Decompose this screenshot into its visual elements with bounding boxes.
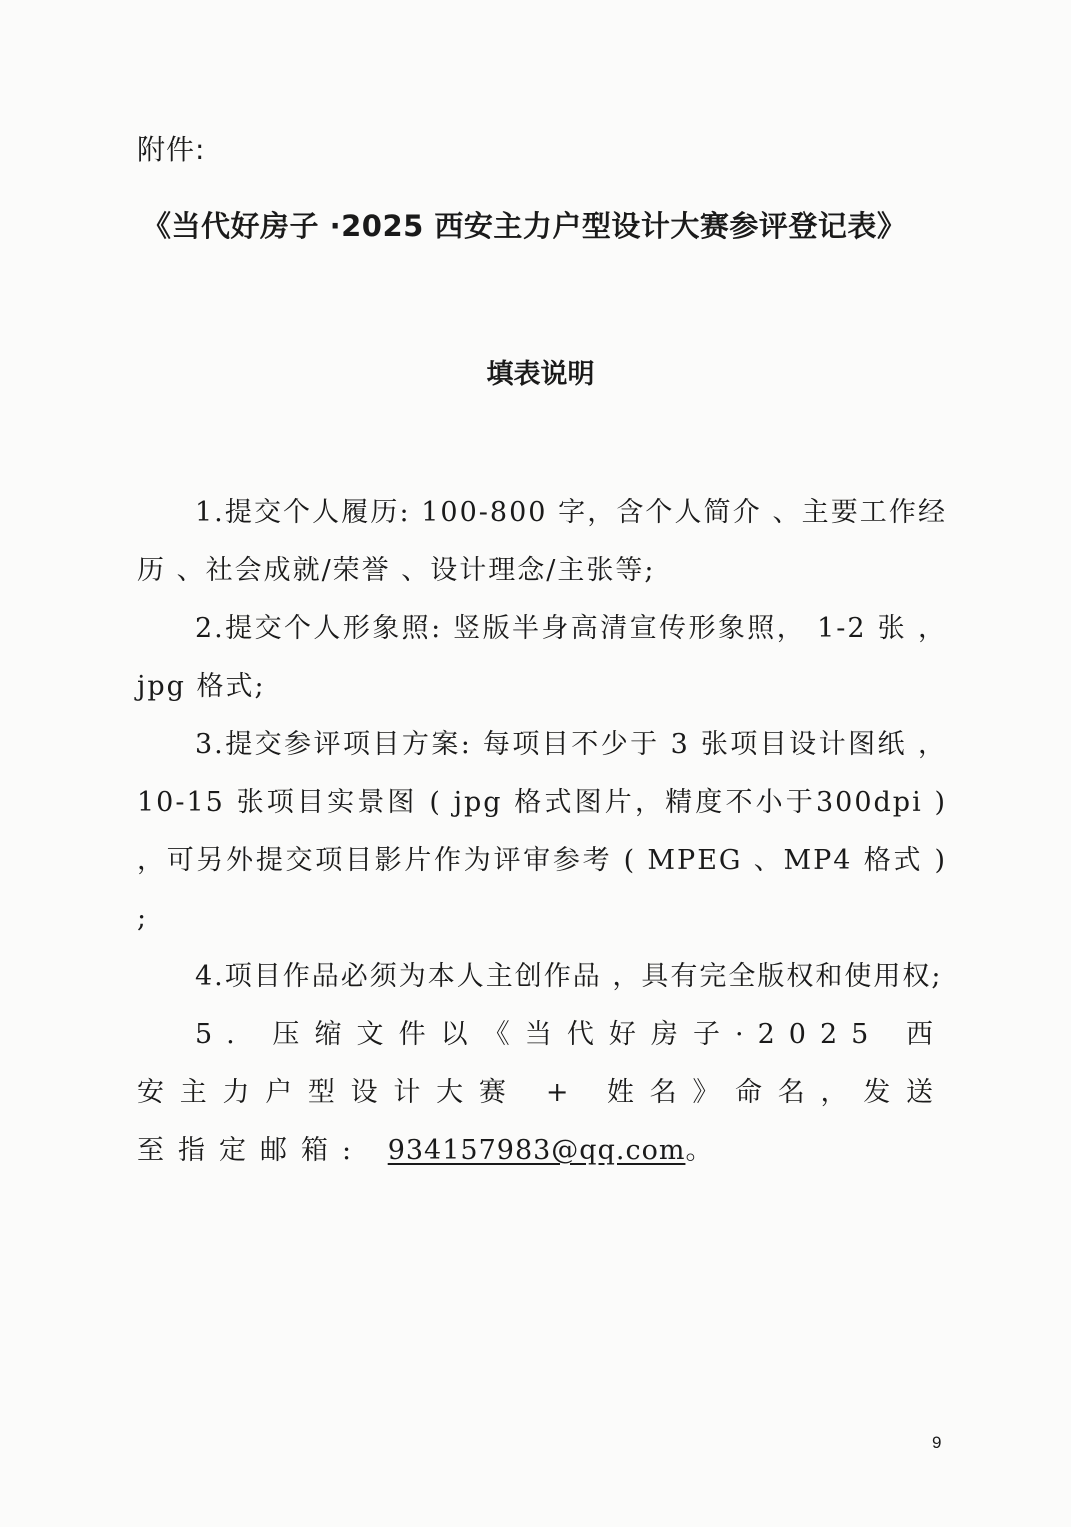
page-number: 9 <box>932 1433 942 1452</box>
instruction-item-5-text: 5. 压缩文件以《当代好房子·2025 西安主力户型设计大赛 + 姓名》命名，发送至指定邮箱: <box>137 1019 947 1166</box>
form-title: 《当代好房子 ·2025 西安主力户型设计大赛参评登记表》 <box>142 209 907 243</box>
instruction-item-5-suffix: 。 <box>685 1135 727 1166</box>
attachment-label: 附件: <box>137 133 206 166</box>
instruction-item-1: 1.提交个人履历: 100-800 字，含个人简介 、主要工作经历 、社会成就/荣誉 、设计理念/主张等; <box>137 497 947 586</box>
submission-email-link[interactable]: 934157983@qq.com <box>387 1135 686 1166</box>
instruction-item-4: 4.项目作品必须为本人主创作品 ，具有完全版权和使用权; <box>195 961 943 992</box>
instruction-item-3: 3.提交参评项目方案: 每项目不少于 3 张项目设计图纸 ，10-15 张项目实景图 ( jpg 格式图片，精度不小于300dpi ) ，可另外提交项目影片作为评审参考 ( MPEG 、MP4 格式 ) ; <box>137 729 947 934</box>
instruction-item-5 <box>137 1006 947 1180</box>
instructions-heading: 填表说明 <box>486 359 595 390</box>
instructions-body <box>137 484 947 1180</box>
instruction-item-2: 2.提交个人形象照: 竖版半身高清宣传形象照， 1-2 张 ，jpg 格式; <box>137 613 947 702</box>
